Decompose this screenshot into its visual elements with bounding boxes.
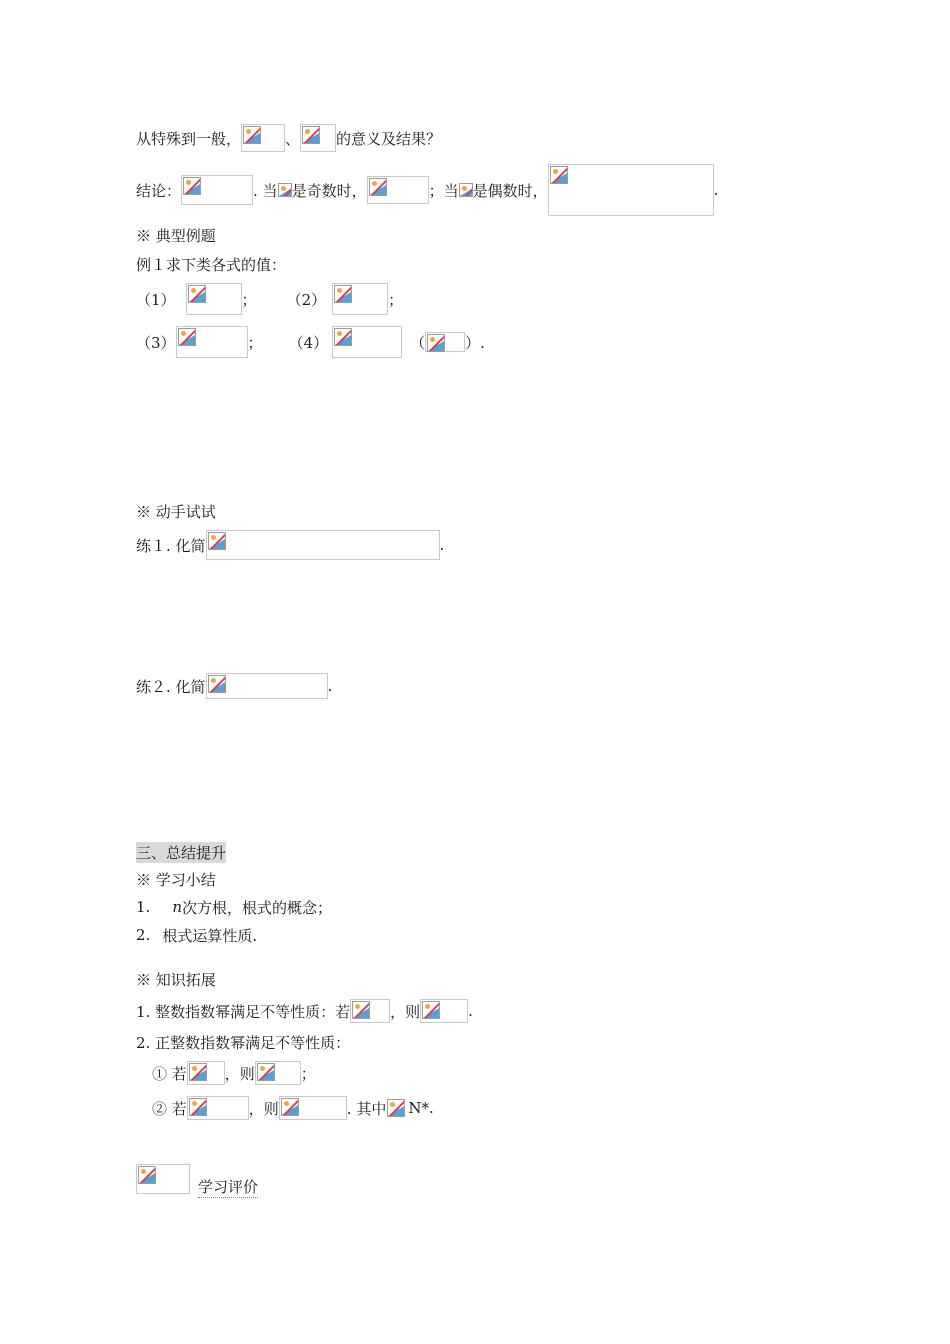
broken-image-icon [208,675,226,693]
example-row-2 [136,325,485,359]
text: 从特殊到一般， [136,129,242,148]
formula-image [241,124,285,152]
text: 、 [285,129,301,148]
broken-image-icon [188,285,206,303]
broken-image-icon [189,1063,207,1081]
formula-image [176,326,248,358]
section-heading-try: ※ 动手试试 [136,502,216,521]
formula-image [255,1061,301,1085]
formula-image [181,175,253,205]
text: （ [410,333,426,352]
item-label: （1） [136,290,176,309]
formula-image [206,673,328,699]
formula-image [459,183,473,197]
list-number: 2. [136,926,151,944]
formula-image [332,326,402,358]
formula-image [206,530,440,560]
text: . [327,677,333,695]
text: 根式运算性质. [162,926,258,945]
formula-image [187,1096,249,1120]
item-label: （3） [136,333,176,352]
extension-item-2: 2. 正整数指数幂满足不等性质： [136,1033,351,1052]
text: 结论： [136,181,182,200]
item-label: （2） [286,290,327,309]
list-number: 1. [136,898,151,916]
broken-image-icon [243,126,261,144]
text: ；当 [428,181,459,200]
text: ① 若 [152,1064,187,1083]
broken-image-icon [183,177,201,195]
text: ； [300,1064,316,1083]
text: ，则 [224,1064,255,1083]
broken-image-icon [178,328,196,346]
formula-image [332,283,388,315]
broken-image-icon [302,126,320,144]
practice-2 [136,671,332,701]
formula-image [187,1061,225,1085]
broken-image-icon [427,334,445,352]
formula-image [350,999,390,1023]
text: . [713,181,719,199]
broken-image-icon [278,183,292,197]
formula-image [386,1098,408,1118]
section-heading-summary: ※ 学习小结 [136,870,216,889]
text: ，则 [248,1099,279,1118]
line-conclusion [136,163,718,217]
broken-image-icon [387,1099,405,1117]
summary-item-2 [136,920,257,950]
text: 1. 整数指数幂满足不等性质：若 [136,1002,351,1021]
evaluation-label: 学习评价 [198,1178,259,1196]
text: N*. [408,1099,434,1117]
text: . [468,1002,473,1020]
text: ② 若 [152,1099,187,1118]
text: 是奇数时， [291,181,367,200]
text: 练２. 化简 [136,677,206,696]
variable-n: n [172,898,182,916]
broken-image-icon [281,1098,299,1116]
text: . [439,536,445,554]
text: 的意义及结果？ [336,129,442,148]
text: 练１. 化简 [136,536,206,555]
text: . 当 [253,181,278,200]
text: 次方根，根式的概念； [181,898,332,917]
section-heading-examples: ※ 典型例题 [136,226,216,245]
formula-image [548,164,714,216]
broken-image-icon [208,532,226,550]
formula-image [279,1096,347,1120]
extension-item-2a [152,1058,316,1088]
practice-1 [136,530,444,560]
broken-image-icon [550,166,568,184]
extension-item-2b [152,1093,434,1123]
learning-evaluation [136,1163,258,1195]
text: ； [241,290,257,309]
formula-image [425,332,465,352]
example-row-1 [136,283,403,315]
summary-item-1 [136,892,332,922]
broken-image-icon [257,1063,275,1081]
extension-item-1 [136,996,473,1026]
line-special-to-general [136,123,441,153]
formula-image [278,183,292,197]
broken-image-icon [352,1001,370,1019]
formula-image [136,1164,190,1194]
broken-image-icon [334,285,352,303]
section-3-title [136,837,226,867]
text: ）. [465,333,485,352]
formula-image [300,124,336,152]
section-heading-extension: ※ 知识拓展 [136,970,216,989]
broken-image-icon [369,178,387,196]
formula-image [420,999,468,1023]
broken-image-icon [189,1098,207,1116]
text: ； [247,333,263,352]
formula-image [186,283,242,315]
highlighted-heading: 三、总结提升 [136,843,227,862]
broken-image-icon [138,1166,156,1184]
broken-image-icon [459,183,473,197]
broken-image-icon [334,328,352,346]
broken-image-icon [422,1001,440,1019]
text: ，则 [390,1002,421,1021]
text: ； [388,290,404,309]
text: . 其中 [346,1099,387,1118]
text: 是偶数时， [472,181,548,200]
example-1-title: 例１求下类各式的值： [136,255,287,274]
formula-image [367,176,429,204]
item-label: （4） [288,333,329,352]
